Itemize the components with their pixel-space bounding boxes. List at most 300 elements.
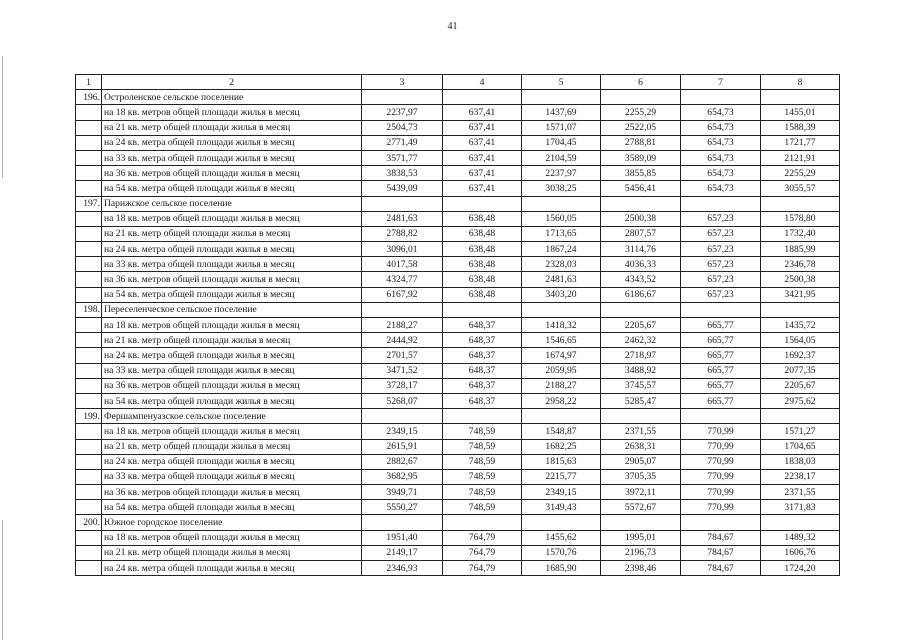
empty-cell [76, 363, 102, 378]
value-cell: 2807,57 [601, 226, 681, 241]
value-cell: 770,99 [681, 485, 761, 500]
row-label: на 24 кв. метра общей площади жилья в месяц [102, 135, 362, 150]
value-cell: 1713,65 [522, 226, 601, 241]
value-cell: 1704,65 [761, 439, 840, 454]
value-cell: 1455,62 [522, 530, 601, 545]
empty-cell [443, 196, 522, 211]
row-label: на 54 кв. метра общей площади жилья в месяц [102, 393, 362, 408]
value-cell: 657,23 [681, 257, 761, 272]
value-cell: 6186,67 [601, 287, 681, 302]
value-cell: 1721,77 [761, 135, 840, 150]
value-cell: 1548,87 [522, 424, 601, 439]
value-cell: 665,77 [681, 363, 761, 378]
table-row [76, 242, 840, 257]
row-label: на 18 кв. метров общей площади жилья в месяц [102, 424, 362, 439]
column-header: 4 [443, 75, 522, 90]
value-cell: 654,73 [681, 120, 761, 135]
value-cell: 3949,71 [362, 485, 443, 500]
empty-cell [522, 196, 601, 211]
row-label: на 36 кв. метров общей площади жилья в месяц [102, 485, 362, 500]
value-cell: 2238,17 [761, 469, 840, 484]
row-label: на 24 кв. метра общей площади жилья в месяц [102, 348, 362, 363]
value-cell: 2615,91 [362, 439, 443, 454]
empty-cell [522, 302, 601, 317]
value-cell: 1437,69 [522, 105, 601, 120]
value-cell: 1685,90 [522, 561, 601, 576]
empty-cell [76, 272, 102, 287]
value-cell: 2504,73 [362, 120, 443, 135]
value-cell: 2522,05 [601, 120, 681, 135]
value-cell: 637,41 [443, 120, 522, 135]
value-cell: 638,48 [443, 242, 522, 257]
value-cell: 2462,32 [601, 333, 681, 348]
scan-edge-mark [2, 56, 3, 178]
value-cell: 2237,97 [362, 105, 443, 120]
value-cell: 2771,49 [362, 135, 443, 150]
value-cell: 3488,92 [601, 363, 681, 378]
group-title-row [76, 302, 840, 317]
empty-cell [76, 393, 102, 408]
value-cell: 3682,95 [362, 469, 443, 484]
empty-cell [76, 257, 102, 272]
value-cell: 2149,17 [362, 545, 443, 560]
value-cell: 3855,85 [601, 166, 681, 181]
value-cell: 3728,17 [362, 378, 443, 393]
value-cell: 770,99 [681, 500, 761, 515]
row-label: на 18 кв. метров общей площади жилья в месяц [102, 211, 362, 226]
empty-cell [761, 90, 840, 105]
value-cell: 1692,37 [761, 348, 840, 363]
value-cell: 648,37 [443, 348, 522, 363]
table-row [76, 166, 840, 181]
value-cell: 665,77 [681, 393, 761, 408]
column-header: 6 [601, 75, 681, 90]
value-cell: 3471,52 [362, 363, 443, 378]
value-cell: 5285,47 [601, 393, 681, 408]
value-cell: 3745,57 [601, 378, 681, 393]
value-cell: 637,41 [443, 150, 522, 165]
empty-cell [76, 166, 102, 181]
value-cell: 4017,58 [362, 257, 443, 272]
group-title: Южное городское поселение [102, 515, 362, 530]
value-cell: 2059,95 [522, 363, 601, 378]
table-row [76, 500, 840, 515]
table-row [76, 226, 840, 241]
value-cell: 3972,11 [601, 485, 681, 500]
empty-cell [76, 242, 102, 257]
value-cell: 2371,55 [761, 485, 840, 500]
value-cell: 748,59 [443, 469, 522, 484]
value-cell: 3571,77 [362, 150, 443, 165]
empty-cell [76, 150, 102, 165]
value-cell: 748,59 [443, 424, 522, 439]
empty-cell [522, 409, 601, 424]
empty-cell [601, 302, 681, 317]
page-number: 41 [447, 21, 458, 32]
empty-cell [76, 120, 102, 135]
value-cell: 1578,80 [761, 211, 840, 226]
group-title-row [76, 515, 840, 530]
table-row [76, 120, 840, 135]
value-cell: 2215,77 [522, 469, 601, 484]
value-cell: 6167,92 [362, 287, 443, 302]
value-cell: 3838,53 [362, 166, 443, 181]
value-cell: 657,23 [681, 226, 761, 241]
group-title: Парижское сельское поселение [102, 196, 362, 211]
empty-cell [76, 226, 102, 241]
value-cell: 770,99 [681, 424, 761, 439]
value-cell: 764,79 [443, 530, 522, 545]
empty-cell [76, 439, 102, 454]
value-cell: 3055,57 [761, 181, 840, 196]
value-cell: 2188,27 [522, 378, 601, 393]
value-cell: 1995,01 [601, 530, 681, 545]
value-cell: 2398,46 [601, 561, 681, 576]
empty-cell [76, 485, 102, 500]
value-cell: 1867,24 [522, 242, 601, 257]
group-index: 200. [76, 515, 102, 530]
group-index: 198. [76, 302, 102, 317]
value-cell: 2255,29 [601, 105, 681, 120]
value-cell: 2481,63 [522, 272, 601, 287]
empty-cell [601, 196, 681, 211]
value-cell: 2638,31 [601, 439, 681, 454]
value-cell: 637,41 [443, 181, 522, 196]
empty-cell [681, 515, 761, 530]
value-cell: 770,99 [681, 439, 761, 454]
value-cell: 654,73 [681, 166, 761, 181]
value-cell: 657,23 [681, 272, 761, 287]
empty-cell [761, 196, 840, 211]
value-cell: 3149,43 [522, 500, 601, 515]
value-cell: 2371,55 [601, 424, 681, 439]
value-cell: 1724,20 [761, 561, 840, 576]
empty-cell [76, 105, 102, 120]
empty-cell [681, 90, 761, 105]
value-cell: 1435,72 [761, 318, 840, 333]
value-cell: 1606,76 [761, 545, 840, 560]
value-cell: 1571,27 [761, 424, 840, 439]
row-label: на 36 кв. метров общей площади жилья в месяц [102, 378, 362, 393]
group-title-row [76, 90, 840, 105]
row-label: на 36 кв. метров общей площади жилья в месяц [102, 166, 362, 181]
table-row [76, 469, 840, 484]
empty-cell [443, 90, 522, 105]
empty-cell [362, 90, 443, 105]
table-row [76, 439, 840, 454]
table-row [76, 454, 840, 469]
value-cell: 3114,76 [601, 242, 681, 257]
value-cell: 770,99 [681, 454, 761, 469]
table-row [76, 318, 840, 333]
value-cell: 3705,35 [601, 469, 681, 484]
row-label: на 54 кв. метра общей площади жилья в месяц [102, 287, 362, 302]
value-cell: 2205,67 [601, 318, 681, 333]
row-label: на 33 кв. метра общей площади жилья в месяц [102, 363, 362, 378]
table-row [76, 211, 840, 226]
empty-cell [601, 409, 681, 424]
row-label: на 24 кв. метра общей площади жилья в месяц [102, 561, 362, 576]
empty-cell [761, 409, 840, 424]
value-cell: 764,79 [443, 545, 522, 560]
value-cell: 2346,78 [761, 257, 840, 272]
value-cell: 2188,27 [362, 318, 443, 333]
value-cell: 638,48 [443, 226, 522, 241]
row-label: на 18 кв. метров общей площади жилья в месяц [102, 318, 362, 333]
row-label: на 21 кв. метр общей площади жилья в месяц [102, 120, 362, 135]
value-cell: 654,73 [681, 135, 761, 150]
value-cell: 665,77 [681, 318, 761, 333]
table-row [76, 333, 840, 348]
value-cell: 2104,59 [522, 150, 601, 165]
group-title-row [76, 196, 840, 211]
empty-cell [601, 515, 681, 530]
table-row [76, 272, 840, 287]
value-cell: 748,59 [443, 485, 522, 500]
value-cell: 1815,63 [522, 454, 601, 469]
table-row [76, 287, 840, 302]
empty-cell [522, 90, 601, 105]
column-header: 5 [522, 75, 601, 90]
value-cell: 4343,52 [601, 272, 681, 287]
value-cell: 784,67 [681, 561, 761, 576]
value-cell: 638,48 [443, 211, 522, 226]
empty-cell [76, 500, 102, 515]
empty-cell [362, 196, 443, 211]
empty-cell [761, 515, 840, 530]
tariff-table [75, 74, 840, 576]
value-cell: 764,79 [443, 561, 522, 576]
value-cell: 637,41 [443, 105, 522, 120]
value-cell: 2121,91 [761, 150, 840, 165]
value-cell: 2975,62 [761, 393, 840, 408]
value-cell: 1674,97 [522, 348, 601, 363]
row-label: на 21 кв. метр общей площади жилья в месяц [102, 333, 362, 348]
value-cell: 638,48 [443, 272, 522, 287]
empty-cell [443, 302, 522, 317]
value-cell: 5439,09 [362, 181, 443, 196]
empty-cell [76, 211, 102, 226]
value-cell: 1418,32 [522, 318, 601, 333]
value-cell: 2500,38 [601, 211, 681, 226]
value-cell: 784,67 [681, 530, 761, 545]
value-cell: 3171,83 [761, 500, 840, 515]
table-row [76, 485, 840, 500]
value-cell: 654,73 [681, 105, 761, 120]
value-cell: 3038,25 [522, 181, 601, 196]
empty-cell [76, 469, 102, 484]
table-row [76, 348, 840, 363]
value-cell: 1570,76 [522, 545, 601, 560]
value-cell: 5456,41 [601, 181, 681, 196]
table-row [76, 424, 840, 439]
table-body [76, 75, 840, 576]
row-label: на 18 кв. метров общей площади жилья в месяц [102, 105, 362, 120]
value-cell: 2328,03 [522, 257, 601, 272]
value-cell: 2255,29 [761, 166, 840, 181]
empty-cell [76, 530, 102, 545]
value-cell: 1455,01 [761, 105, 840, 120]
empty-cell [522, 515, 601, 530]
value-cell: 3096,01 [362, 242, 443, 257]
value-cell: 2718,97 [601, 348, 681, 363]
empty-cell [681, 409, 761, 424]
value-cell: 648,37 [443, 318, 522, 333]
table-row [76, 393, 840, 408]
value-cell: 770,99 [681, 469, 761, 484]
row-label: на 21 кв. метр общей площади жилья в месяц [102, 226, 362, 241]
value-cell: 637,41 [443, 166, 522, 181]
value-cell: 1838,03 [761, 454, 840, 469]
scan-edge-mark [2, 520, 3, 640]
empty-cell [76, 348, 102, 363]
row-label: на 24 кв. метра общей площади жилья в месяц [102, 454, 362, 469]
row-label: на 21 кв. метр общей площади жилья в месяц [102, 439, 362, 454]
empty-cell [76, 333, 102, 348]
value-cell: 2196,73 [601, 545, 681, 560]
empty-cell [76, 181, 102, 196]
value-cell: 1885,99 [761, 242, 840, 257]
value-cell: 648,37 [443, 393, 522, 408]
value-cell: 665,77 [681, 333, 761, 348]
table-row [76, 181, 840, 196]
value-cell: 1489,32 [761, 530, 840, 545]
empty-cell [681, 196, 761, 211]
value-cell: 648,37 [443, 378, 522, 393]
value-cell: 2701,57 [362, 348, 443, 363]
empty-cell [681, 302, 761, 317]
value-cell: 748,59 [443, 454, 522, 469]
value-cell: 657,23 [681, 287, 761, 302]
table-row [76, 545, 840, 560]
value-cell: 2077,35 [761, 363, 840, 378]
value-cell: 748,59 [443, 439, 522, 454]
table-row [76, 561, 840, 576]
value-cell: 654,73 [681, 150, 761, 165]
value-cell: 5268,07 [362, 393, 443, 408]
empty-cell [76, 135, 102, 150]
group-title: Остроленское сельское поселение [102, 90, 362, 105]
value-cell: 2349,15 [522, 485, 601, 500]
value-cell: 3421,95 [761, 287, 840, 302]
value-cell: 648,37 [443, 363, 522, 378]
value-cell: 665,77 [681, 348, 761, 363]
value-cell: 654,73 [681, 181, 761, 196]
row-label: на 36 кв. метров общей площади жилья в месяц [102, 272, 362, 287]
value-cell: 2205,67 [761, 378, 840, 393]
value-cell: 2444,92 [362, 333, 443, 348]
empty-cell [76, 318, 102, 333]
table-row [76, 150, 840, 165]
empty-cell [76, 424, 102, 439]
value-cell: 784,67 [681, 545, 761, 560]
group-title: Фершампенуазское сельское поселение [102, 409, 362, 424]
value-cell: 2788,82 [362, 226, 443, 241]
value-cell: 2905,07 [601, 454, 681, 469]
value-cell: 1704,45 [522, 135, 601, 150]
row-label: на 18 кв. метров общей площади жилья в месяц [102, 530, 362, 545]
value-cell: 2349,15 [362, 424, 443, 439]
column-header: 3 [362, 75, 443, 90]
empty-cell [362, 302, 443, 317]
row-label: на 54 кв. метра общей площади жилья в месяц [102, 181, 362, 196]
table-row [76, 378, 840, 393]
value-cell: 1560,05 [522, 211, 601, 226]
value-cell: 3403,20 [522, 287, 601, 302]
empty-cell [362, 515, 443, 530]
value-cell: 4036,33 [601, 257, 681, 272]
value-cell: 1571,07 [522, 120, 601, 135]
value-cell: 748,59 [443, 500, 522, 515]
row-label: на 54 кв. метра общей площади жилья в месяц [102, 500, 362, 515]
empty-cell [76, 287, 102, 302]
value-cell: 657,23 [681, 211, 761, 226]
value-cell: 638,48 [443, 287, 522, 302]
value-cell: 2500,38 [761, 272, 840, 287]
value-cell: 4324,77 [362, 272, 443, 287]
row-label: на 33 кв. метра общей площади жилья в месяц [102, 469, 362, 484]
empty-cell [76, 378, 102, 393]
header-row [76, 75, 840, 90]
empty-cell [76, 545, 102, 560]
row-label: на 21 кв. метр общей площади жилья в месяц [102, 545, 362, 560]
group-title-row [76, 409, 840, 424]
value-cell: 1546,65 [522, 333, 601, 348]
table-row [76, 530, 840, 545]
value-cell: 665,77 [681, 378, 761, 393]
group-title: Переселенческое сельское поселение [102, 302, 362, 317]
empty-cell [443, 515, 522, 530]
column-header: 2 [102, 75, 362, 90]
column-header: 8 [761, 75, 840, 90]
empty-cell [761, 302, 840, 317]
value-cell: 2788,81 [601, 135, 681, 150]
value-cell: 638,48 [443, 257, 522, 272]
value-cell: 648,37 [443, 333, 522, 348]
table-row [76, 257, 840, 272]
row-label: на 33 кв. метра общей площади жилья в месяц [102, 257, 362, 272]
table-row [76, 105, 840, 120]
value-cell: 5572,67 [601, 500, 681, 515]
group-index: 197. [76, 196, 102, 211]
value-cell: 2346,93 [362, 561, 443, 576]
value-cell: 5550,27 [362, 500, 443, 515]
table-row [76, 363, 840, 378]
value-cell: 657,23 [681, 242, 761, 257]
row-label: на 24 кв. метра общей площади жилья в месяц [102, 242, 362, 257]
empty-cell [362, 409, 443, 424]
empty-cell [443, 409, 522, 424]
value-cell: 1951,40 [362, 530, 443, 545]
column-header: 7 [681, 75, 761, 90]
empty-cell [76, 454, 102, 469]
value-cell: 1564,05 [761, 333, 840, 348]
row-label: на 33 кв. метра общей площади жилья в месяц [102, 150, 362, 165]
value-cell: 3589,09 [601, 150, 681, 165]
empty-cell [601, 90, 681, 105]
value-cell: 2882,67 [362, 454, 443, 469]
value-cell: 1682,25 [522, 439, 601, 454]
table-row [76, 135, 840, 150]
value-cell: 637,41 [443, 135, 522, 150]
column-header: 1 [76, 75, 102, 90]
value-cell: 2237,97 [522, 166, 601, 181]
group-index: 196. [76, 90, 102, 105]
group-index: 199. [76, 409, 102, 424]
empty-cell [76, 561, 102, 576]
value-cell: 1732,40 [761, 226, 840, 241]
value-cell: 2481,63 [362, 211, 443, 226]
